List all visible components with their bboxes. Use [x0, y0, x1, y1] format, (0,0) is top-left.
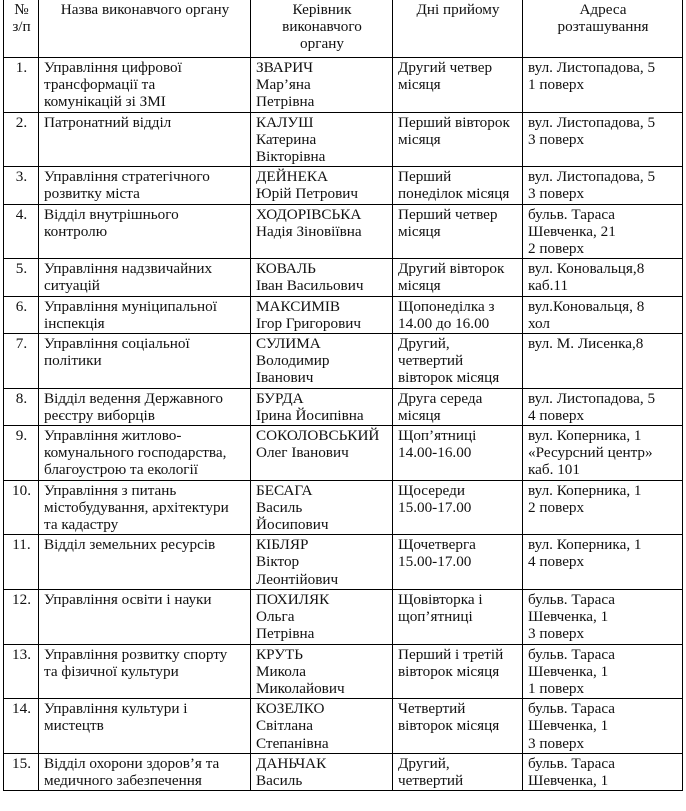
header-body-name-line: Назва виконавчого органу: [60, 1, 230, 18]
header-number-line: №: [14, 1, 29, 18]
table-body: [4, 58, 683, 791]
address-cell: [523, 259, 683, 296]
reception-days-cell-line: четвертий: [398, 352, 464, 370]
address-cell-line: 2 поверх: [528, 240, 585, 258]
head-name-cell-line: Микола: [256, 662, 306, 680]
header-head-name-line: Керівник: [292, 1, 352, 18]
body-name-cell: [39, 259, 251, 296]
reception-days-cell-line: 14.00 до 16.00: [398, 314, 490, 332]
reception-days-cell-line: Другий,: [398, 335, 450, 353]
table-row: [4, 296, 683, 333]
table-row: [4, 259, 683, 296]
body-name-cell-line: Управління стратегічного: [44, 168, 210, 186]
address-cell: [523, 58, 683, 113]
head-name-cell-line: МАКСИМІВ: [256, 297, 341, 315]
reception-days-cell-line: Перший і третій: [398, 645, 504, 663]
head-name-cell-line: Ольга: [256, 608, 295, 626]
row-number: 11.: [4, 535, 39, 590]
body-name-cell-line: Управління муніципальної: [44, 297, 217, 315]
address-cell-line: 2 поверх: [528, 498, 585, 516]
address-cell-line: вул. Коновальця,8: [528, 260, 645, 278]
body-name-cell-line: комунікацій зі ЗМІ: [44, 93, 166, 111]
address-cell-line: каб.11: [528, 277, 569, 295]
address-cell: [523, 388, 683, 425]
address-cell: [523, 112, 683, 167]
body-name-cell-line: Відділ внутрішнього: [44, 205, 179, 223]
body-name-cell-line: реєстру виборців: [44, 406, 155, 424]
reception-days-cell-line: Четвертий: [398, 700, 466, 718]
head-name-cell-line: СУЛИМА: [256, 335, 321, 353]
address-cell-line: вул. Листопадова, 5: [528, 168, 656, 186]
reception-days-cell: [393, 535, 523, 590]
head-name-cell-line: КІБЛЯР: [256, 536, 309, 554]
address-cell-line: бульв. Тараса: [528, 700, 615, 718]
address-cell-line: вул. М. Лисенка,8: [528, 335, 644, 353]
head-name-cell: [251, 167, 393, 204]
body-name-cell: [39, 426, 251, 481]
reception-days-cell: [393, 644, 523, 699]
head-name-cell: [251, 426, 393, 481]
body-name-cell-line: Відділ земельних ресурсів: [44, 536, 216, 554]
head-name-cell-line: ЗВАРИЧ: [256, 59, 314, 76]
header-address-line: розташування: [557, 18, 649, 36]
reception-days-cell-line: місяця: [398, 406, 441, 424]
address-cell: [523, 167, 683, 204]
body-name-cell-line: Патронатний відділ: [44, 113, 172, 131]
reception-days-cell: [393, 296, 523, 333]
reception-days-cell-line: місяця: [398, 222, 441, 240]
reception-days-cell: [393, 112, 523, 167]
head-name-cell: [251, 699, 393, 754]
body-name-cell: [39, 296, 251, 333]
header-number-line: з/п: [12, 18, 31, 36]
head-name-cell: [251, 644, 393, 699]
table-row: [4, 388, 683, 425]
head-name-cell-line: Василь: [256, 771, 303, 789]
row-number: 6.: [4, 296, 39, 333]
reception-days-cell: [393, 426, 523, 481]
address-cell-line: Шевченка, 1: [528, 771, 609, 789]
head-name-cell: [251, 112, 393, 167]
address-cell-line: Шевченка, 1: [528, 662, 609, 680]
table-row: [4, 535, 683, 590]
body-name-cell-line: Управління з питань: [44, 481, 177, 499]
row-number: 4.: [4, 204, 39, 259]
reception-days-cell-line: Щочетверга: [398, 536, 476, 554]
body-name-cell: [39, 58, 251, 113]
body-name-cell: [39, 644, 251, 699]
head-name-cell: [251, 589, 393, 644]
head-name-cell-line: Олег Іванович: [256, 444, 349, 462]
reception-days-cell-line: четвертий: [398, 771, 464, 789]
reception-days-cell-line: місяця: [398, 76, 441, 94]
head-name-cell-line: Петрівна: [256, 625, 315, 643]
address-cell-line: 1 поверх: [528, 679, 585, 697]
head-name-cell-line: КОЗЕЛКО: [256, 700, 325, 718]
address-cell-line: Шевченка, 21: [528, 222, 616, 240]
address-cell-line: каб. 101: [528, 461, 580, 479]
row-number: 10.: [4, 480, 39, 535]
table-row: [4, 204, 683, 259]
reception-days-cell-line: Другий вівторок: [398, 260, 505, 278]
head-name-cell: [251, 296, 393, 333]
row-number: 13.: [4, 644, 39, 699]
reception-days-cell-line: Другий,: [398, 754, 450, 772]
reception-days-cell-line: Друга середа: [398, 389, 483, 407]
head-name-cell-line: Світлана: [256, 717, 313, 735]
reception-days-cell: [393, 167, 523, 204]
address-cell-line: бульв. Тараса: [528, 645, 615, 663]
header-address-line: Адреса: [579, 1, 627, 18]
address-cell-line: 4 поверх: [528, 406, 585, 424]
reception-days-cell-line: 15.00-17.00: [398, 498, 472, 516]
head-name-cell-line: СОКОЛОВСЬКИЙ: [256, 427, 380, 445]
head-name-cell-line: Віктор: [256, 553, 300, 571]
table-header-row: [4, 0, 683, 58]
address-cell: [523, 204, 683, 259]
address-cell-line: бульв. Тараса: [528, 754, 615, 772]
head-name-cell-line: Надія Зіновіївна: [256, 222, 362, 240]
body-name-cell-line: медичного забезпечення: [44, 771, 202, 789]
address-cell-line: 4 поверх: [528, 553, 585, 571]
reception-days-cell: [393, 753, 523, 790]
reception-days-cell-line: 15.00-17.00: [398, 553, 472, 571]
table-row: [4, 112, 683, 167]
address-cell-line: Шевченка, 1: [528, 608, 609, 626]
reception-days-cell-line: Другий четвер: [398, 59, 493, 76]
address-cell: [523, 699, 683, 754]
body-name-cell-line: Відділ ведення Державного: [44, 389, 223, 407]
reception-days-cell-line: місяця: [398, 277, 441, 295]
head-name-cell: [251, 334, 393, 389]
body-name-cell-line: Відділ охорони здоров’я та: [44, 754, 220, 772]
table-row: [4, 589, 683, 644]
body-name-cell-line: мистецтв: [44, 717, 104, 735]
address-cell-line: вул. Листопадова, 5: [528, 113, 656, 131]
reception-days-cell-line: місяця: [398, 130, 441, 148]
head-name-cell-line: КРУТЬ: [256, 645, 303, 663]
header-body-name: [39, 0, 251, 58]
head-name-cell: [251, 535, 393, 590]
reception-days-cell-line: Перший: [398, 168, 452, 186]
body-name-cell-line: трансформації та: [44, 76, 156, 94]
address-cell: [523, 644, 683, 699]
body-name-cell-line: Управління надзвичайних: [44, 260, 213, 278]
row-number: 1.: [4, 58, 39, 113]
table-row: [4, 644, 683, 699]
head-name-cell-line: ДАНЬЧАК: [256, 754, 327, 772]
head-name-cell-line: БЕСАГА: [256, 481, 313, 499]
body-name-cell: [39, 167, 251, 204]
head-name-cell-line: Степанівна: [256, 734, 329, 752]
row-number: 2.: [4, 112, 39, 167]
reception-days-cell: [393, 58, 523, 113]
head-name-cell-line: Юрій Петрович: [256, 185, 359, 203]
head-name-cell: [251, 58, 393, 113]
row-number: 15.: [4, 753, 39, 790]
head-name-cell-line: Вікторівна: [256, 148, 326, 166]
head-name-cell: [251, 388, 393, 425]
body-name-cell-line: ситуацій: [44, 277, 100, 295]
table-row: [4, 334, 683, 389]
reception-days-cell-line: щоп’ятниці: [398, 608, 473, 626]
address-cell-line: 3 поверх: [528, 734, 585, 752]
body-name-cell: [39, 535, 251, 590]
row-number: 3.: [4, 167, 39, 204]
head-name-cell-line: ХОДОРІВСЬКА: [256, 205, 362, 223]
head-name-cell-line: Іван Васильович: [256, 277, 364, 295]
address-cell-line: Шевченка, 1: [528, 717, 609, 735]
table-row: [4, 480, 683, 535]
header-address: [523, 0, 683, 58]
head-name-cell-line: БУРДА: [256, 389, 304, 407]
head-name-cell-line: Ігор Григорович: [256, 314, 362, 332]
reception-days-cell: [393, 699, 523, 754]
head-name-cell-line: ДЕЙНЕКА: [256, 168, 328, 186]
body-name-cell: [39, 334, 251, 389]
address-cell-line: вул.Коновальця, 8: [528, 297, 645, 315]
header-head-name-line: виконавчого: [282, 18, 362, 36]
body-name-cell: [39, 388, 251, 425]
address-cell-line: хол: [528, 314, 550, 332]
body-name-cell: [39, 589, 251, 644]
reception-days-cell-line: Щовівторка і: [398, 590, 483, 608]
reception-schedule-table: [3, 0, 683, 791]
head-name-cell-line: Петрівна: [256, 93, 315, 111]
row-number: 14.: [4, 699, 39, 754]
reception-days-cell-line: вівторок місяця: [398, 662, 500, 680]
body-name-cell-line: розвитку міста: [44, 185, 140, 203]
head-name-cell-line: ПОХИЛЯК: [256, 590, 330, 608]
address-cell-line: 3 поверх: [528, 625, 585, 643]
address-cell: [523, 296, 683, 333]
header-reception-days: [393, 0, 523, 58]
row-number: 12.: [4, 589, 39, 644]
head-name-cell-line: Йосипович: [256, 516, 329, 534]
reception-days-cell-line: Перший вівторок: [398, 113, 510, 131]
reception-days-cell: [393, 259, 523, 296]
header-head-name-line: органу: [300, 35, 344, 53]
reception-days-cell-line: Щоп’ятниці: [398, 427, 477, 445]
table-row: [4, 699, 683, 754]
head-name-cell-line: Василь: [256, 498, 303, 516]
body-name-cell: [39, 480, 251, 535]
address-cell: [523, 589, 683, 644]
body-name-cell-line: Управління житлово-: [44, 427, 182, 445]
row-number: 9.: [4, 426, 39, 481]
address-cell: [523, 426, 683, 481]
head-name-cell: [251, 204, 393, 259]
reception-days-cell-line: Перший четвер: [398, 205, 498, 223]
body-name-cell-line: благоустрою та екології: [44, 461, 198, 479]
reception-days-cell: [393, 334, 523, 389]
address-cell-line: вул. Коперника, 1: [528, 427, 642, 445]
address-cell-line: вул. Коперника, 1: [528, 536, 642, 554]
address-cell-line: 3 поверх: [528, 130, 585, 148]
head-name-cell-line: Миколайович: [256, 679, 345, 697]
head-name-cell-line: Іванович: [256, 369, 314, 387]
reception-days-cell-line: понеділок місяця: [398, 185, 510, 203]
address-cell-line: вул. Листопадова, 5: [528, 59, 656, 76]
head-name-cell: [251, 753, 393, 790]
address-cell: [523, 753, 683, 790]
address-cell-line: вул. Коперника, 1: [528, 481, 642, 499]
table-row: [4, 58, 683, 113]
reception-days-cell: [393, 204, 523, 259]
address-cell: [523, 535, 683, 590]
address-cell-line: «Ресурсний центр»: [528, 444, 653, 462]
body-name-cell-line: Управління розвитку спорту: [44, 645, 228, 663]
address-cell-line: бульв. Тараса: [528, 205, 615, 223]
body-name-cell-line: Управління цифрової: [44, 59, 182, 76]
head-name-cell-line: Мар’яна: [256, 76, 311, 94]
body-name-cell: [39, 204, 251, 259]
head-name-cell-line: КОВАЛЬ: [256, 260, 316, 278]
body-name-cell-line: інспекція: [44, 314, 105, 332]
head-name-cell-line: Ірина Йосипівна: [256, 406, 364, 424]
address-cell-line: бульв. Тараса: [528, 590, 615, 608]
address-cell-line: 1 поверх: [528, 76, 585, 94]
header-reception-days-line: Дні прийому: [416, 1, 500, 18]
body-name-cell-line: Управління соціальної: [44, 335, 190, 353]
row-number: 5.: [4, 259, 39, 296]
reception-days-cell-line: вівторок місяця: [398, 369, 500, 387]
body-name-cell-line: та фізичної культури: [44, 662, 179, 680]
table-row: [4, 426, 683, 481]
head-name-cell-line: Катерина: [256, 130, 317, 148]
body-name-cell-line: Управління культури і: [44, 700, 188, 718]
address-cell-line: 3 поверх: [528, 185, 585, 203]
head-name-cell-line: Леонтійович: [256, 570, 339, 588]
reception-days-cell: [393, 589, 523, 644]
head-name-cell-line: Володимир: [256, 352, 330, 370]
body-name-cell-line: політики: [44, 352, 102, 370]
head-name-cell: [251, 480, 393, 535]
reception-days-cell-line: Щосереди: [398, 481, 465, 499]
header-number: [4, 0, 39, 58]
body-name-cell: [39, 112, 251, 167]
head-name-cell: [251, 259, 393, 296]
table-row: [4, 167, 683, 204]
address-cell: [523, 480, 683, 535]
head-name-cell-line: КАЛУШ: [256, 113, 314, 131]
reception-days-cell: [393, 480, 523, 535]
reception-days-cell-line: Щопонеділка з: [398, 297, 495, 315]
reception-days-cell-line: вівторок місяця: [398, 717, 500, 735]
reception-days-cell: [393, 388, 523, 425]
body-name-cell-line: контролю: [44, 222, 108, 240]
body-name-cell: [39, 699, 251, 754]
table-row: [4, 753, 683, 790]
row-number: 7.: [4, 334, 39, 389]
reception-days-cell-line: 14.00-16.00: [398, 444, 472, 462]
body-name-cell-line: та кадастру: [44, 516, 119, 534]
body-name-cell: [39, 753, 251, 790]
row-number: 8.: [4, 388, 39, 425]
body-name-cell-line: містобудування, архітектури: [44, 498, 229, 516]
body-name-cell-line: комунального господарства,: [44, 444, 227, 462]
address-cell: [523, 334, 683, 389]
header-head-name: [251, 0, 393, 58]
address-cell-line: вул. Листопадова, 5: [528, 389, 656, 407]
body-name-cell-line: Управління освіти і науки: [44, 590, 212, 608]
